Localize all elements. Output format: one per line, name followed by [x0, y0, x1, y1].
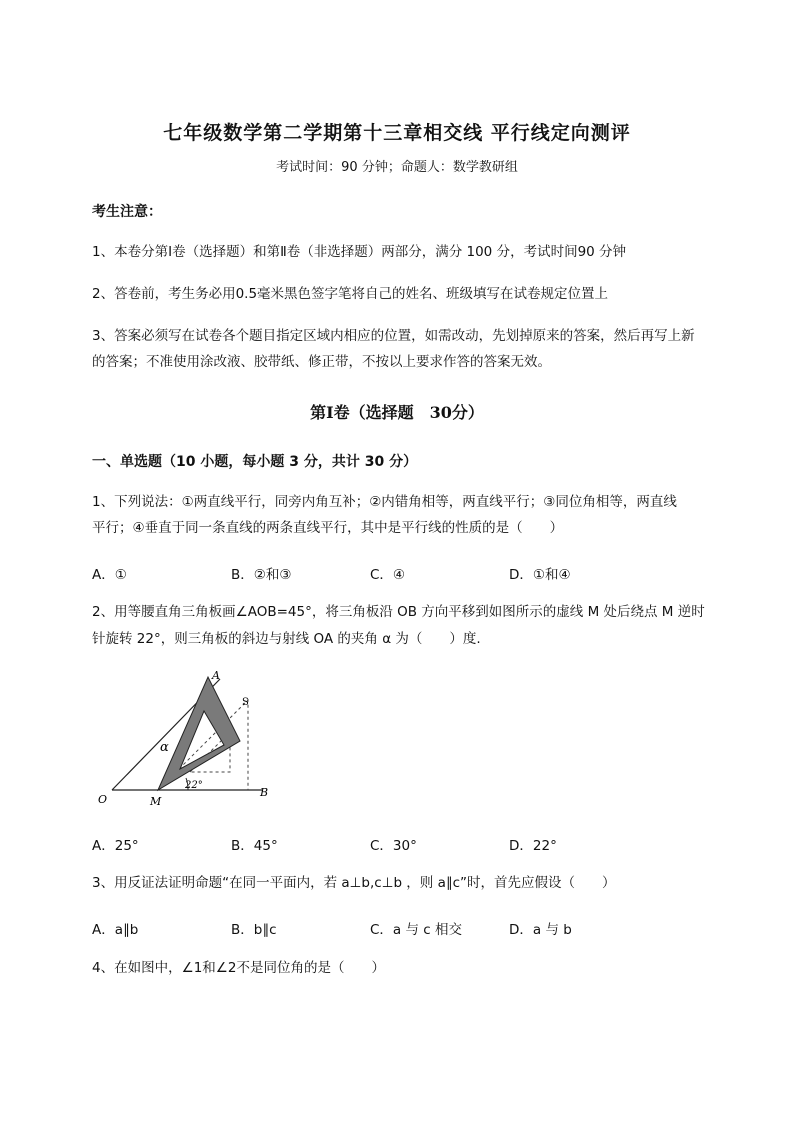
question-4-line-1: 4、在如图中，∠1和∠2不是同位角的是（ ）: [92, 960, 385, 976]
label-alpha: α: [160, 740, 169, 755]
question-group-title: 一、单选题（10 小题，每小题 3 分，共计 30 分）: [92, 454, 418, 470]
question-3-option-b[interactable]: B．b∥c: [231, 922, 277, 938]
label-s: S: [242, 697, 249, 708]
exam-info: 考试时间：90 分钟；命题人：数学教研组: [276, 160, 518, 175]
question-1-line-1: 1、下列说法：①两直线平行，同旁内角互补；②内错角相等，两直线平行；③同位角相等，两直线: [92, 494, 677, 510]
label-a: A: [212, 669, 220, 682]
question-2-option-a[interactable]: A．25°: [92, 838, 139, 854]
label-b: B: [260, 786, 269, 799]
question-2-line-1: 2、用等腰直角三角板画∠AOB=45°，将三角板沿 OB 方向平移到如图所示的虚线 M 处后绕点 M 逆时: [92, 604, 705, 620]
notice-item-1: 1、本卷分第Ⅰ卷（选择题）和第Ⅱ卷（非选择题）两部分，满分 100 分，考试时间90 分钟: [92, 244, 627, 260]
notice-heading: 考生注意：: [92, 204, 162, 220]
question-1-option-b[interactable]: B．②和③: [231, 567, 292, 583]
label-angle-22: 22°: [185, 780, 203, 791]
question-2-option-b[interactable]: B．45°: [231, 838, 278, 854]
rotated-triangle-ruler: [158, 677, 240, 790]
question-3-option-c[interactable]: C．a 与 c 相交: [370, 922, 462, 938]
triangle-rotation-figure: [90, 665, 290, 810]
label-o: O: [98, 793, 108, 806]
question-2-option-d[interactable]: D．22°: [509, 838, 557, 854]
question-3-line-1: 3、用反证法证明命题“在同一平面内，若 a⊥b,c⊥b ，则 a∥c”时，首先应假设（ ）: [92, 875, 616, 891]
question-1-option-d[interactable]: D．①和④: [509, 567, 571, 583]
question-1-option-c[interactable]: C．④: [370, 567, 406, 583]
notice-item-3-continued: 的答案；不准使用涂改液、胶带纸、修正带，不按以上要求作答的答案无效。: [92, 354, 551, 370]
page-title: 七年级数学第二学期第十三章相交线 平行线定向测评: [163, 122, 631, 144]
question-3-option-d[interactable]: D．a 与 b: [509, 922, 572, 938]
question-2-option-c[interactable]: C．30°: [370, 838, 417, 854]
question-3-option-a[interactable]: A．a∥b: [92, 922, 139, 938]
question-1-line-2: 平行；④垂直于同一条直线的两条直线平行，其中是平行线的性质的是（ ）: [92, 520, 564, 536]
section-title: 第Ⅰ卷（选择题 30分）: [310, 403, 484, 422]
notice-item-2: 2、答卷前，考生务必用0.5毫米黑色签字笔将自己的姓名、班级填写在试卷规定位置上: [92, 286, 609, 302]
question-1-option-a[interactable]: A．①: [92, 567, 127, 583]
notice-item-3: 3、答案必须写在试卷各个题目指定区域内相应的位置，如需改动，先划掉原来的答案，然后再写上新: [92, 328, 695, 344]
label-m: M: [150, 795, 162, 808]
question-2-line-2: 针旋转 22°，则三角板的斜边与射线 OA 的夹角 α 为（ ）度.: [92, 631, 481, 647]
